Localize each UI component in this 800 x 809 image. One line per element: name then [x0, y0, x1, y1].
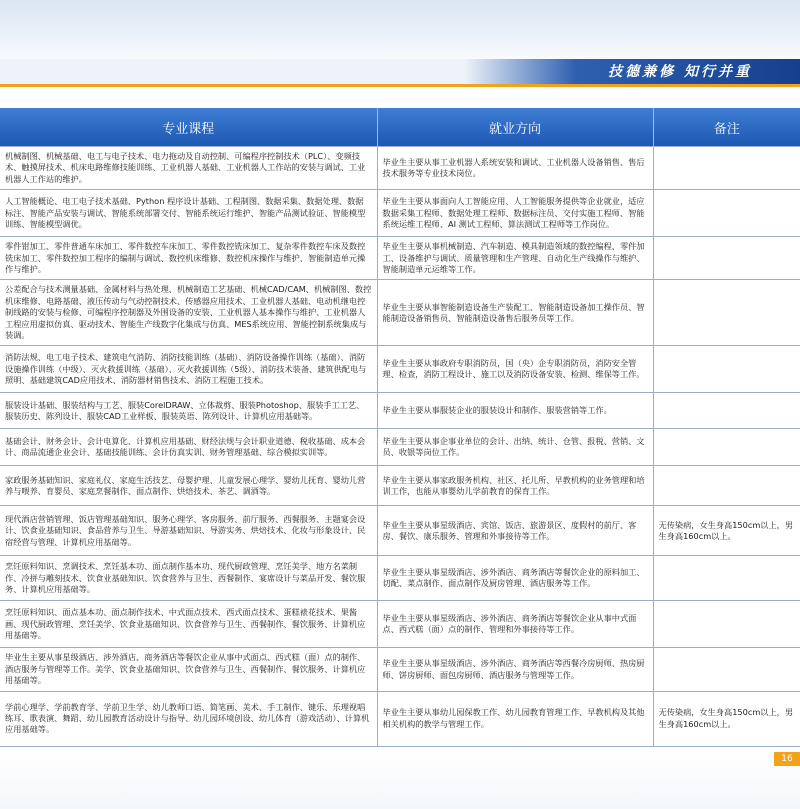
note-cell: [653, 190, 800, 237]
note-cell: [653, 466, 800, 506]
school-motto: 技德兼修 知行并重: [608, 64, 752, 80]
header-notes: 备注: [653, 108, 800, 147]
note-cell: [653, 556, 800, 601]
table-row: [0, 506, 800, 556]
career-cell: 毕业生主要从事面向人工智能应用、人工智能服务提供等企业就业，适应数据采集工程师、数据处理工程师、数据标注员、交付实施工程师、智能系统运维工程师、AI 测试工程师、算法测试工程师等工作岗位。: [377, 190, 653, 237]
page-bottom-shade: [0, 748, 800, 809]
course-cell: 公差配合与技术测量基础、金属材料与热处理、机械制造工艺基础、机械CAD/CAM、机械制图、数控机床维修、电路基础、液压传动与气动控制技术、传感器应用技术、工业机器人基础、电动机继电控制线路的安装与检修、可编程序控制器及外围设备的安装、工业机器人基本操作与维护、工业机器人工程应用虚拟仿真、驱动技术、智能生产线数字化集成与仿真、MES系统应用、智能控制系统集成与装调。: [0, 280, 377, 346]
table-row: [0, 346, 800, 393]
career-cell: 毕业生主要从事政府专职消防员，国（央）企专职消防员，消防安全管理、检查，消防工程设计、施工以及消防设备安装、检测、维保等工作。: [377, 346, 653, 393]
course-cell: 现代酒店营销管理、饭店管理基础知识、服务心理学、客房服务、前厅服务、西餐服务、主题宴会设计、饮食业基础知识、食品营养与卫生、导游基础知识、导游实务、烘焙技术、化妆与形象设计、民宿经营与管理、计算机应用基础等。: [0, 506, 377, 556]
career-cell: 毕业生主要从事工业机器人系统安装和调试、工业机器人设备销售、售后技术服务等专业技术岗位。: [377, 147, 653, 190]
course-cell: 毕业生主要从事星级酒店、涉外酒店、商务酒店等餐饮企业从事中式面点、西式糕（面）点的制作、酒店服务与管理等工作。美学、饮食业基础知识、饮食营养与卫生、西餐制作、餐饮服务、计算机应用基础等。: [0, 648, 377, 691]
career-cell: 毕业生主要从事家政服务机构、社区、托儿所、早教机构的业务管理和培训工作，也能从事婴幼儿学前教育的保育工作。: [377, 466, 653, 506]
header-career: 就业方向: [377, 108, 653, 147]
note-cell: [653, 429, 800, 466]
table-row: [0, 556, 800, 601]
career-cell: 毕业生主要从事智能制造设备生产装配工、智能制造设备加工操作员、智能制造设备销售员、智能制造设备售后服务员等工作。: [377, 280, 653, 346]
course-cell: 机械制图、机械基础、电工与电子技术、电力拖动及自动控制、可编程序控制技术（PLC）、变频技术、触摸屏技术、机床电路维修技能训练、工业机器人基础、工业机器人工作站的安装与调试、工业机器人工作站的维护。: [0, 147, 377, 190]
course-cell: 服装设计基础、服装结构与工艺、服装CorelDRAW、立体裁剪、服装Photoshop、服装手工工艺、服装历史、陈列设计、服装CAD工业样板、服装英语、陈列设计、计算机应用基础等。: [0, 393, 377, 429]
table-row: [0, 691, 800, 746]
course-cell: 家政服务基础知识、家庭礼仪、家庭生活技艺、母婴护理、儿童发展心理学、婴幼儿抚育、婴幼儿营养与喂养、育婴员、家庭烹餐制作、面点制作、烘焙技术、茶艺、调酒等。: [0, 466, 377, 506]
table-row: [0, 648, 800, 691]
table-row: [0, 429, 800, 466]
course-cell: 学前心理学、学前教育学、学前卫生学、幼儿教师口语、简笔画、美术、手工制作、键乐、乐理视唱练耳、歌表演、舞蹈、幼儿园教育活动设计与指导、幼儿园环境创设、幼儿体育（游戏活动）、计算机应用基础等。: [0, 691, 377, 746]
course-cell: 零件钳加工、零件普通车床加工、零件数控车床加工、零件数控铣床加工、复杂零件数控车床及数控铣床加工、零件数控加工程序的编制与调试、数控机床维修、数控机床操作与维护、智能制造单元操作与维护。: [0, 237, 377, 280]
course-cell: 人工智能概论、电工电子技术基础、Python 程序设计基础、工程制图、数据采集、数据处理、数据标注、智能产品安装与调试、智能系统部署交付、智能系统运行维护、智能产品测试验证、智能模型训练、智能模型调优。: [0, 190, 377, 237]
course-cell: 烹饪原料知识、烹调技术、烹饪基本功、面点制作基本功、现代厨政管理、烹饪美学、地方名菜制作、冷拼与雕刻技术、饮食业基础知识、饮食营养与卫生、西餐制作、宴席设计与菜品开发、餐饮服务、计算机应用基础等。: [0, 556, 377, 601]
course-cell: 烹饪原料知识、面点基本功、面点制作技术、中式面点技术、西式面点技术、蛋糕裱花技术、果酱画、现代厨政管理、烹饪美学、饮食业基础知识、饮食营养与卫生、西餐制作、餐饮服务、计算机应用基础等。: [0, 601, 377, 648]
page-number: 16: [774, 752, 800, 766]
table-row: [0, 393, 800, 429]
program-table: [0, 108, 800, 747]
career-cell: 毕业生主要从事企事业单位的会计、出纳、统计、仓管、报税、营销、文员、收银等岗位工作。: [377, 429, 653, 466]
note-cell: [653, 147, 800, 190]
table-row: [0, 280, 800, 346]
table-row: [0, 466, 800, 506]
note-cell: 无传染病，女生身高150cm以上，男生身高160cm以上。: [653, 691, 800, 746]
note-cell: [653, 648, 800, 691]
note-cell: 无传染病，女生身高150cm以上，男生身高160cm以上。: [653, 506, 800, 556]
table-row: [0, 237, 800, 280]
header-courses: 专业课程: [0, 108, 377, 147]
note-cell: [653, 601, 800, 648]
note-cell: [653, 393, 800, 429]
career-cell: 毕业生主要从事幼儿园保教工作、幼儿园教育管理工作、早教机构及其他相关机构的教学与管理工作。: [377, 691, 653, 746]
course-cell: 消防法规、电工电子技术、建筑电气消防、消防技能训练（基础）、消防设备操作训练（基础）、消防设施操作训练（中级）、灭火救援训练（基础）、灭火救援训练（5级）、消防技术装备、建筑供配电与照明、基础建筑CAD应用技术、消防器材销售技术、消防工程施工技术。: [0, 346, 377, 393]
table-row: [0, 601, 800, 648]
career-cell: 毕业生主要从事星级酒店、涉外酒店、商务酒店等餐饮企业从事中式面点、西式糕（面）点的制作、管理和外事接待等工作。: [377, 601, 653, 648]
career-cell: 毕业生主要从事机械制造、汽车制造、模具制造领域的数控编程、零件加工、设备维护与调试、质量管理和生产管理、自动化生产线操作与维护、智能制造单元运维等工作。: [377, 237, 653, 280]
header-rule: [0, 84, 800, 87]
note-cell: [653, 280, 800, 346]
table-row: [0, 147, 800, 190]
career-cell: 毕业生主要从事星级酒店、涉外酒店、商务酒店等餐饮企业的原料加工、切配、菜点制作、面点制作及厨房管理、酒店服务等工作。: [377, 556, 653, 601]
career-cell: 毕业生主要从事服装企业的服装设计和制作、服装营销等工作。: [377, 393, 653, 429]
note-cell: [653, 346, 800, 393]
table-header-row: [0, 108, 800, 147]
career-cell: 毕业生主要从事星级酒店、宾馆、饭店、旅游景区、度假村的前厅、客房、餐饮、康乐服务、管理和外事接待等工作。: [377, 506, 653, 556]
career-cell: 毕业生主要从事星级酒店、涉外酒店、商务酒店等西餐冷房厨师、热房厨师、饼房厨师、面包房厨师、酒店服务与管理等工作。: [377, 648, 653, 691]
course-cell: 基础会计、财务会计、会计电算化、计算机应用基础、财经法规与会计职业道德、税收基础、成本会计、商品流通企业会计、基础技能训练、会计仿真实训、财务管理基础、综合模拟实训等。: [0, 429, 377, 466]
note-cell: [653, 237, 800, 280]
table-row: [0, 190, 800, 237]
